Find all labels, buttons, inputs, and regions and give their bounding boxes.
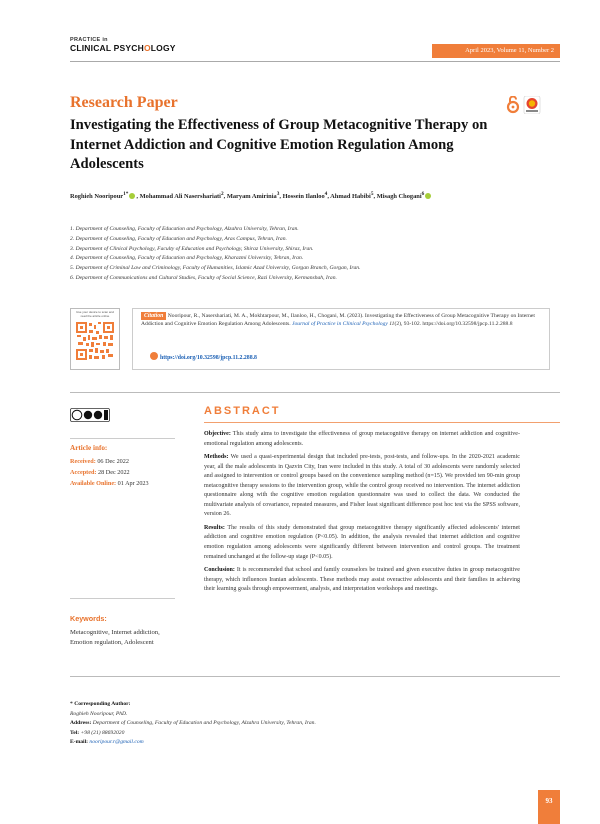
objective-label: Objective:	[204, 431, 231, 437]
online-date-row	[70, 478, 149, 489]
orcid-icon[interactable]	[129, 193, 135, 199]
author-affiliation-sup: 1*	[123, 191, 129, 197]
author-affiliation-sup: 4	[324, 191, 328, 197]
objective-text: This study aims to investigate the effectiveness of group metacognitive therapy on internet addiction and cognitive-emotional regulation among adolescents.	[204, 431, 520, 447]
author-affiliation-sup: 2	[220, 191, 224, 197]
doi-icon	[150, 352, 158, 360]
affiliation-item: 5. Department of Criminal Law and Criminology, Faculty of Humanities, Islamic Azad University, Gorgan Branch, Gorgan, Iran.	[70, 265, 361, 272]
conclusion-text: It is recommended that school and family counselors be trained and given executive duties in group metacognitive therapy, which influences Iranian adolescents. These methods may assist overactive adolescents and their families in achieving their learning goals through empowerment, analysis, and interpretation workshops and meetings.	[204, 567, 520, 593]
email-link[interactable]: nooripour.r@gmail.com	[88, 739, 144, 746]
affiliation-item: 6. Department of Communications and Cultural Studies, Faculty of Social Science, Razi University, Kermanshah, Iran.	[70, 274, 337, 281]
crossmark-icon[interactable]	[524, 96, 540, 114]
page-number: 93	[545, 797, 553, 805]
creative-commons-license-icon[interactable]	[70, 408, 110, 422]
author-affiliation-sup: 3	[276, 191, 280, 197]
open-access-badges	[506, 96, 550, 114]
article-title: Investigating the Effectiveness of Group Metacognitive Therapy on Internet Addiction and Cognitive Emotion Regulation Among Adolescents	[70, 117, 488, 173]
author-list: Roghieh Nooripour$^{1*}$ , Mohammad Ali Nasershariati$^2$, Maryam Amirinia$^3$, Hossein Ilanloo$^4$, Ahmad Habibi$^5$, Misagh Chogani$^6$	[70, 191, 550, 200]
doi-line	[150, 352, 257, 361]
affiliation-item: 2. Department of Counseling, Faculty of Education and Psychology, Aras Campus, Tehran, Iran.	[70, 235, 287, 242]
column-divider	[70, 598, 175, 599]
article-dates	[70, 456, 149, 489]
abstract-results	[204, 524, 520, 562]
accepted-date-row	[70, 467, 149, 478]
journal-name-part-2: O	[143, 43, 151, 53]
article-info-heading: Article info:	[70, 444, 108, 452]
results-text: The results of this study demonstrated that group metacognitive therapy significantly affected adolescents' internet addiction and cognitive emotion regulation (P<0.05). In addition, the analysis revealed that internet addiction and cognitive emotion regulation among adolescents were significantly different between intervention and control groups. The treatment remained unchanged at the follow-up stage (P<0.05).	[204, 524, 520, 560]
citation-text: Nooripour, R., Nasershariati, M. A., Mokhtarpour, M., Ilanloo, H., Chogani, M. (2023). Investigating the Effectiveness of Group Metacognitive Therapy on Internet Addiction and Cognitive Emotion Regulation Among Adolescents.	[141, 313, 535, 328]
conclusion-label: Conclusion:	[204, 567, 235, 574]
open-access-icon	[508, 97, 518, 113]
qr-caption: Use your device to scan and read the article online	[76, 310, 114, 318]
affiliation-item: 3. Department of Clinical Psychology, Faculty of Education and Psychology, Shiraz University, Shiraz, Iran.	[70, 245, 314, 252]
author-name: Roghieh Nooripour	[70, 193, 124, 201]
article-type: Research Paper	[70, 94, 178, 111]
corresponding-email	[70, 738, 550, 748]
column-divider	[70, 438, 175, 439]
page-number-tab	[538, 790, 560, 824]
tel-text: +98 (21) 88692020	[79, 729, 125, 736]
corresponding-heading: * Corresponding Author:	[70, 701, 131, 707]
accepted-date: 28 Dec 2022	[98, 469, 130, 476]
online-label: Available Online:	[70, 480, 117, 487]
header-divider	[70, 61, 560, 62]
abstract-heading: ABSTRACT	[204, 405, 281, 417]
author-name: Hossein Ilanloo	[282, 193, 325, 201]
journal-logo	[70, 37, 200, 53]
citation-volume: 11	[387, 321, 395, 328]
citation-pages-doi: (2), 93-102. https://doi.org/10.32598/jpcp.11.2.288.8	[394, 321, 513, 328]
journal-name-part-1: CLINICAL PSYCH	[70, 43, 144, 53]
methods-text: We used a quasi-experimental design that included pre-tests, post-tests, and follow-ups. In the 2020-2021 academic year, all the male adolescents in Qazvin City, Iran were included in this study. A total of 30 adolescents were randomly selected and assigned to intervention or control groups based on the convenience sampling method (n=15). We provided ten 90-min group metacognitive therapy sessions to the intervention group, while the control group received no intervention. The internet addiction questionnaire along with the cognitive emotion regulation questionnaire was used to collect the data. We conducted the multivariate analysis of covariance, repeated measures, and Fisher least significant difference post hoc test via the SPSS software, version 26.	[204, 454, 520, 518]
doi-link[interactable]: https://doi.org/10.32598/jpcp.11.2.288.8	[160, 355, 257, 361]
journal-name-part-3: LOGY	[150, 43, 176, 53]
abstract-objective	[204, 430, 520, 449]
address-label: Address:	[70, 720, 92, 727]
issue-banner: April 2023, Volume 11, Number 2	[432, 44, 560, 58]
affiliation-list	[70, 225, 550, 284]
section-divider	[70, 392, 560, 393]
author-affiliation-sup: 5	[370, 191, 374, 197]
author-name: Misagh Chogani	[376, 193, 422, 201]
received-date: 06 Dec 2022	[97, 458, 129, 465]
author-name: Ahmad Habibi	[330, 193, 371, 201]
address-text: Department of Counseling, Faculty of Education and Psychology, Alzahra University, Tehran, Iran.	[91, 720, 316, 727]
qr-code-icon[interactable]	[75, 321, 115, 361]
online-date: 01 Apr 2023	[117, 480, 149, 487]
abstract-body	[204, 430, 520, 599]
citation-journal-link[interactable]: Journal of Practice in Clinical Psychology	[292, 321, 388, 328]
orcid-icon[interactable]	[425, 193, 431, 199]
abstract-divider	[204, 422, 560, 423]
citation-label: Citation	[141, 312, 166, 320]
author-name: Mohammad Ali Nasershariati	[139, 193, 221, 201]
affiliation-item: 4. Department of Counseling, Faculty of Education and Psychology, Kharazmi University, Tehran, Iran.	[70, 255, 304, 262]
accepted-label: Accepted:	[70, 469, 97, 476]
journal-name-big	[70, 43, 200, 53]
affiliation-item: 1. Department of Counseling, Faculty of Education and Psychology, Alzahra University, Tehran, Iran.	[70, 226, 299, 232]
author-name: Maryam Amirinia	[226, 193, 277, 201]
author-affiliation-sup: 6	[421, 191, 425, 197]
keywords-heading: Keywords:	[70, 614, 107, 623]
corresponding-name: Roghieh Nooripour, PhD.	[70, 710, 128, 717]
results-label: Results:	[204, 524, 225, 531]
abstract-conclusion	[204, 566, 520, 595]
keywords-text: Metacognitive, Internet addiction, Emotion regulation, Adolescent	[70, 629, 160, 646]
corresponding-tel	[70, 729, 550, 739]
methods-label: Methods:	[204, 454, 229, 461]
corresponding-address	[70, 719, 550, 729]
tel-label: Tel:	[70, 729, 80, 736]
received-label: Received:	[70, 458, 96, 465]
email-label: E-mail:	[70, 739, 89, 746]
corresponding-author	[70, 700, 550, 748]
footer-divider	[70, 676, 560, 677]
abstract-methods	[204, 453, 520, 520]
received-date-row	[70, 456, 149, 467]
journal-name-small: PRACTICE in	[70, 37, 108, 43]
